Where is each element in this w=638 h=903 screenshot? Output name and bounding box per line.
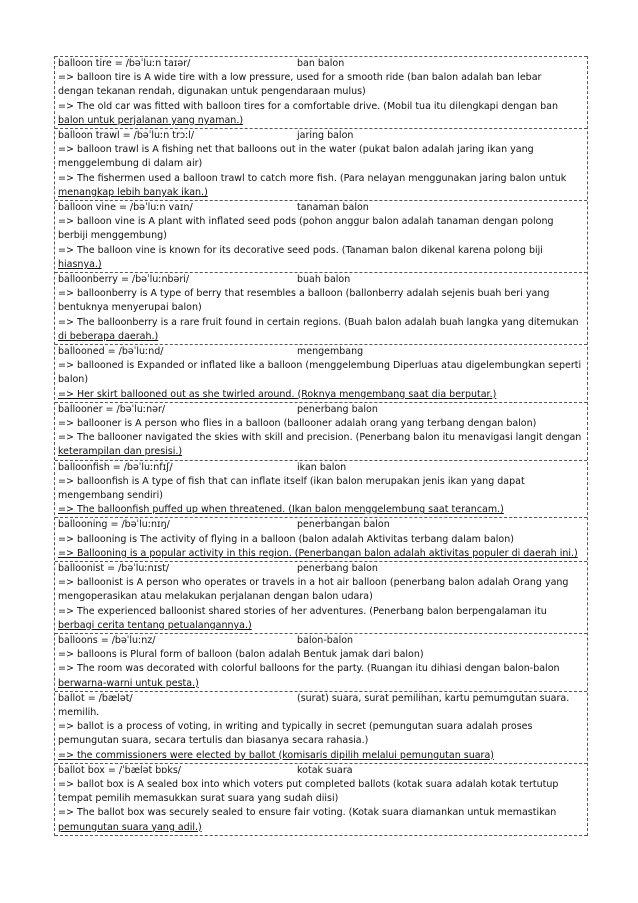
headword-line <box>55 345 587 359</box>
example-line: => the commissioners were elected by ballot (komisaris dipilih melalui pemungutan suara) <box>58 749 494 761</box>
definition-line: => ballot is a process of voting, in writing and typically in secret (pemungutan suara adalah proses <box>58 721 533 733</box>
example-line: => The old car was fitted with balloon tires for a comfortable drive. (Mobil tua itu dilengkapi dengan ban <box>58 100 559 112</box>
headword: ballot box = /ˈbælət bɒks/ <box>58 764 181 776</box>
example-line: berwarna-warni untuk pesta.) <box>58 677 199 689</box>
definition-line: mengembang sendiri) <box>58 489 163 501</box>
definition-line: balon) <box>58 374 89 386</box>
example-line: => The balloonfish puffed up when threatened. (Ikan balon menggelembung saat terancam.) <box>58 504 504 516</box>
example-line: => The ballooner navigated the skies with skill and precision. (Penerbang balon itu menavigasi langit dengan <box>58 432 582 444</box>
definition-line: bentuknya menyerupai balon) <box>58 302 202 314</box>
headword-line <box>55 764 587 778</box>
headword-line <box>55 273 587 287</box>
definition-line: => balloon trawl is A fishing net that balloons out in the water (pukat balon adalah jaring ikan yang <box>58 144 534 156</box>
definition-line: => balloonist is A person who operates or travels in a hot air balloon (penerbang balon adalah Orang yang <box>58 577 569 589</box>
headword: balloon trawl = /bəˈluːn trɔːl/ <box>58 130 195 141</box>
example-line: keterampilan dan presisi.) <box>58 446 183 458</box>
entry-balloons <box>55 633 587 691</box>
definition-line: => balloonberry is A type of berry that resembles a balloon (ballonberry adalah sejenis buah beri yang <box>58 288 550 300</box>
headword: balloon tire = /bəˈluːn taɪər/ <box>58 58 191 69</box>
entry-balloonist <box>55 561 587 633</box>
headword: ballooning = /bəˈluːnɪŋ/ <box>58 519 170 531</box>
definition-line: => ballooning is The activity of flying in a balloon (balon adalah Aktivitas terbang dalam balon) <box>58 533 514 545</box>
headword-line <box>55 562 587 576</box>
translation: jaring balon <box>297 130 354 141</box>
entry-ballooner <box>55 402 587 460</box>
example-line: hiasnya.) <box>58 258 102 270</box>
entry-balloon-tire <box>55 56 587 128</box>
entry-ballooned <box>55 344 587 402</box>
definition-line: => ballot box is A sealed box into which voters put completed ballots (kotak suara adalah kotak tertutup <box>58 778 559 790</box>
definition-line: mengoperasikan atau melakukan perjalanan dengan balon udara) <box>58 591 373 603</box>
definition-line: tempat pemilih memasukkan surat suara yang sudah diisi) <box>58 793 339 805</box>
translation: kotak suara <box>297 764 353 776</box>
headword-line <box>55 634 587 648</box>
example-line: => The balloon vine is known for its decorative seed pods. (Tanaman balon dikenal karena polong biji <box>58 244 543 256</box>
example-line: balon untuk perjalanan yang nyaman.) <box>58 114 244 126</box>
definition-line: menggelembung di dalam air) <box>58 158 203 170</box>
headword-line <box>55 403 587 417</box>
translation: buah balon <box>297 274 351 285</box>
translation: (surat) suara, surat pemilihan, kartu pemumgutan suara. <box>297 692 570 704</box>
headword: balloonberry = /bəˈluːnbəri/ <box>58 274 190 285</box>
example-line: => The experienced balloonist shared stories of her adventures. (Penerbang balon berpengalaman itu <box>58 605 547 617</box>
translation: penerbang balon <box>297 562 378 574</box>
definition-line: => balloon tire is A wide tire with a low pressure, used for a smooth ride (ban balon adalah ban lebar <box>58 72 542 84</box>
translation: mengembang <box>297 346 364 357</box>
entry-ballooning <box>55 517 587 561</box>
example-line: di beberapa daerah.) <box>58 330 159 342</box>
definition-line: => ballooner is A person who flies in a balloon (ballooner adalah orang yang terbang dengan balon) <box>58 417 537 429</box>
headword-line <box>55 461 587 475</box>
entry-ballot <box>55 691 587 763</box>
headword: balloon vine = /bəˈluːn vaɪn/ <box>58 202 193 213</box>
headword-line <box>55 129 587 143</box>
example-line: berbagi cerita tentang petualangannya.) <box>58 619 252 631</box>
translation: penerbangan balon <box>297 519 390 531</box>
example-line: pemungutan suara yang adil.) <box>58 821 202 833</box>
dictionary-page <box>54 56 588 836</box>
translation: balon-balon <box>297 634 354 646</box>
example-line: => The room was decorated with colorful balloons for the party. (Ruangan itu dihiasi dengan balon-balon <box>58 663 560 675</box>
entry-balloonfish <box>55 460 587 518</box>
entry-balloonberry <box>55 272 587 344</box>
example-line: menangkap lebih banyak ikan.) <box>58 186 208 198</box>
definition-line: => balloon vine is A plant with inflated seed pods (pohon anggur balon adalah tanaman dengan polong <box>58 216 554 228</box>
definition-line: memilih. <box>58 706 100 718</box>
entry-balloon-vine <box>55 200 587 272</box>
headword: balloons = /bəˈluːnz/ <box>58 634 156 646</box>
example-line: => Ballooning is a popular activity in this region. (Penerbangan balon adalah aktivitas populer di daerah ini.) <box>58 547 578 559</box>
headword-line <box>55 57 587 71</box>
definition-line: berbiji menggembung) <box>58 230 167 242</box>
headword-line <box>55 518 587 532</box>
entry-ballot-box <box>55 763 587 836</box>
example-line: => Her skirt ballooned out as she twirled around. (Roknya mengembang saat dia berputar.) <box>58 388 497 400</box>
example-line: => The fishermen used a balloon trawl to catch more fish. (Para nelayan menggunakan jaring balon untuk <box>58 172 567 184</box>
translation: tanaman balon <box>297 202 369 213</box>
translation: ikan balon <box>297 461 347 473</box>
headword: balloonfish = /bəˈluːnfɪʃ/ <box>58 461 173 473</box>
headword: balloonist = /bəˈluːnɪst/ <box>58 562 170 574</box>
translation: ban balon <box>297 58 345 69</box>
definition-line: pemungutan suara, secara tertulis dan biasanya secara rahasia.) <box>58 735 369 747</box>
definition-line: => balloonfish is A type of fish that can inflate itself (ikan balon merupakan jenis ikan yang dapat <box>58 475 525 487</box>
example-line: => The balloonberry is a rare fruit found in certain regions. (Buah balon adalah buah langka yang ditemukan <box>58 316 579 328</box>
headword-line <box>55 692 587 706</box>
definition-line: => balloons is Plural form of balloon (balon adalah Bentuk jamak dari balon) <box>58 649 424 661</box>
example-line: => The ballot box was securely sealed to ensure fair voting. (Kotak suara diamankan untuk memastikan <box>58 807 557 819</box>
translation: penerbang balon <box>297 403 378 415</box>
headword: ballooned = /bəˈluːnd/ <box>58 346 164 357</box>
headword: ballot = /bælət/ <box>58 692 133 704</box>
definition-line: dengan tekanan rendah, digunakan untuk pengendaraan mulus) <box>58 86 366 98</box>
definition-line: => ballooned is Expanded or inflated like a balloon (menggelembung Diperluas atau digelembungkan seperti <box>58 360 582 372</box>
headword: ballooner = /bəˈluːnər/ <box>58 403 166 415</box>
headword-line <box>55 201 587 215</box>
entry-balloon-trawl <box>55 128 587 200</box>
